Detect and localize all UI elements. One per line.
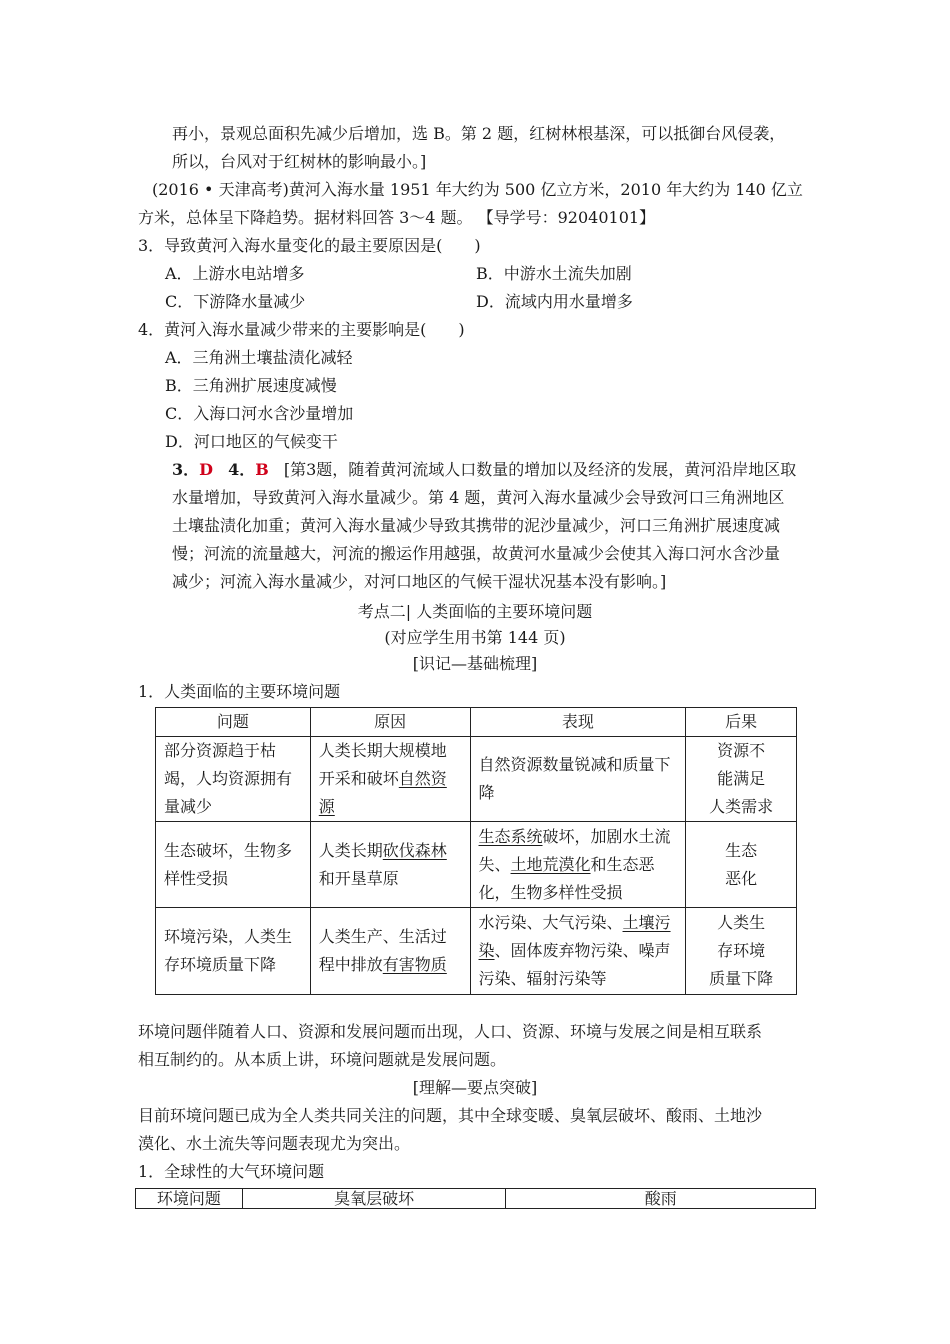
- table-cell: 资源不 能满足 人类需求: [686, 737, 797, 822]
- table-header-row: [136, 1189, 816, 1209]
- q4-option-d: D．河口地区的气候变干: [165, 432, 338, 451]
- paragraph-line: 目前环境问题已成为全人类共同关注的问题，其中全球变暖、臭氧层破坏、酸雨、土地沙: [138, 1106, 763, 1125]
- atmospheric-issues-table: [135, 1188, 816, 1209]
- section-subtitle: (对应学生用书第 144 页): [384, 628, 566, 647]
- table-header: 后果: [686, 708, 797, 737]
- table-cell: 自然资源数量锐减和质量下 降: [470, 737, 686, 822]
- paragraph-line: 漠化、水土流失等问题表现尤为突出。: [138, 1134, 411, 1153]
- table-cell: 生态 恶化: [686, 822, 797, 908]
- table-header-row: [156, 708, 797, 737]
- section-tag: [理解—要点突破]: [412, 1078, 538, 1097]
- table-row: [156, 908, 797, 995]
- table-header: 臭氧层破坏: [242, 1189, 506, 1209]
- paragraph-line: 再小，景观总面积先减少后增加，选 B。第 2 题，红树林根基深，可以抵御台风侵袭，: [172, 124, 786, 143]
- answer-line: 土壤盐渍化加重；黄河入海水量减少导致其携带的泥沙量减少，河口三角洲扩展速度减: [172, 516, 781, 535]
- q4-option-a: A．三角洲土壤盐渍化减轻: [165, 348, 353, 367]
- table-cell: 环境污染，人类生 存环境质量下降: [156, 908, 311, 995]
- table-cell: 人类生 存环境 质量下降: [686, 908, 797, 995]
- table-cell: 人类长期大规模地 开采和破坏自然资 源: [310, 737, 470, 822]
- table-header: 环境问题: [136, 1189, 243, 1209]
- q3-option-c: C．下游降水量减少: [165, 292, 306, 311]
- answer-line: 慢；河流的流量越大，河流的搬运作用越强，故黄河水量减少会使其入海口河水含沙量: [172, 544, 781, 563]
- q3-option-a: A．上游水电站增多: [165, 264, 305, 283]
- paragraph-line: 所以，台风对于红树林的影响最小。]: [172, 152, 427, 171]
- section-heading: 1．人类面临的主要环境问题: [138, 682, 341, 701]
- table-cell: 生态系统破坏，加剧水土流 失、土地荒漠化和生态恶 化，生物多样性受损: [470, 822, 686, 908]
- paragraph-line: 相互制约的。从本质上讲，环境问题就是发展问题。: [138, 1050, 507, 1069]
- answer-line: [172, 460, 796, 480]
- table-header: 问题: [156, 708, 311, 737]
- q4-option-b: B．三角洲扩展速度减慢: [165, 376, 337, 395]
- table-row: [156, 822, 797, 908]
- paragraph-line: 方米，总体呈下降趋势。据材料回答 3～4 题。 【导学号：92040101】: [138, 208, 656, 227]
- q4-option-c: C．入海口河水含沙量增加: [165, 404, 354, 423]
- answer-explanation: [第3题，随着黄河流域人口数量的增加以及经济的发展，黄河沿岸地区取: [283, 460, 797, 479]
- section-title: 考点二| 人类面临的主要环境问题: [357, 602, 593, 621]
- environment-issues-table: [155, 707, 797, 995]
- paragraph-line: (2016 • 天津高考)黄河入海水量 1951 年大约为 500 亿立方米，2010 年大约为 140 亿立: [152, 180, 803, 199]
- answer-3-number: 3．: [172, 460, 200, 479]
- table-cell: 部分资源趋于枯 竭，人均资源拥有 量减少: [156, 737, 311, 822]
- question-3-stem: 3．导致黄河入海水量变化的最主要原因是( ): [138, 236, 481, 255]
- table-header: 原因: [310, 708, 470, 737]
- section-heading: 1．全球性的大气环境问题: [138, 1162, 325, 1181]
- table-cell: 生态破坏，生物多 样性受损: [156, 822, 311, 908]
- question-4-stem: 4．黄河入海水量减少带来的主要影响是( ): [138, 320, 465, 339]
- answer-line: 减少；河流入海水量减少，对河口地区的气候干湿状况基本没有影响。]: [172, 572, 667, 591]
- paragraph-line: 环境问题伴随着人口、资源和发展问题而出现，人口、资源、环境与发展之间是相互联系: [138, 1022, 763, 1041]
- table-cell: 水污染、大气污染、土壤污 染、固体废弃物污染、噪声 污染、辐射污染等: [470, 908, 686, 995]
- table-header: 酸雨: [506, 1189, 816, 1209]
- answer-4-letter: B: [255, 460, 269, 479]
- section-tag: [识记—基础梳理]: [412, 654, 538, 673]
- answer-line: 水量增加，导致黄河入海水量减少。第 4 题，黄河入海水量减少会导致河口三角洲地区: [172, 488, 785, 507]
- table-cell: 人类生产、生活过 程中排放有害物质: [310, 908, 470, 995]
- q3-option-b: B．中游水土流失加剧: [476, 264, 632, 283]
- table-header: 表现: [470, 708, 686, 737]
- answer-3-letter: D: [199, 460, 214, 479]
- table-row: [156, 737, 797, 822]
- answer-4-number: 4．: [228, 460, 256, 479]
- table-cell: 人类长期砍伐森林 和开垦草原: [310, 822, 470, 908]
- q3-option-d: D．流域内用水量增多: [476, 292, 633, 311]
